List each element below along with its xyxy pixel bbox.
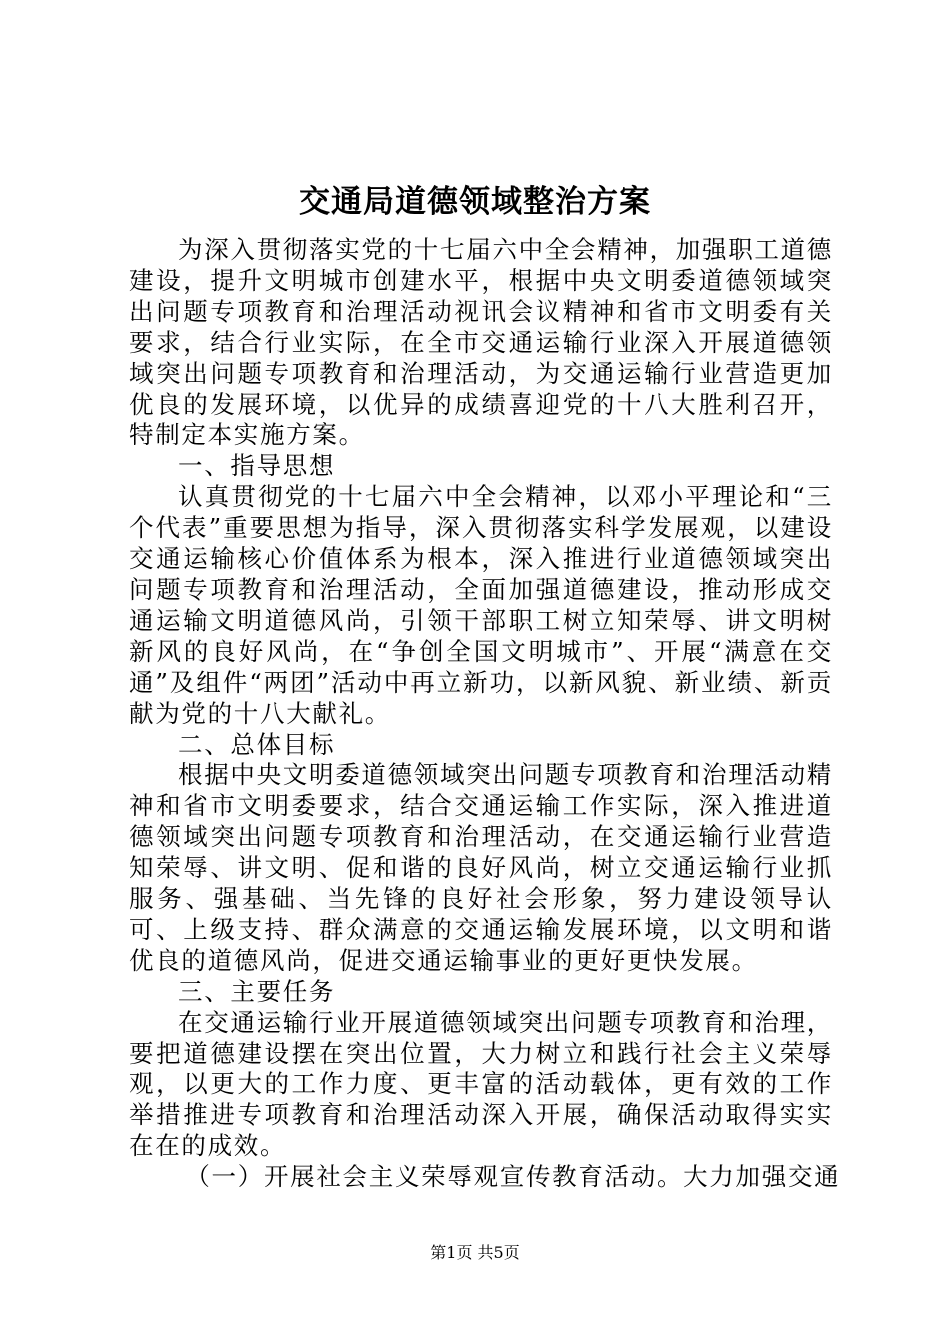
document-body — [129, 235, 841, 1193]
section-text-main-tasks: 在交通运输行业开展道德领域突出问题专项教育和治理，要把道德建设摆在突出位置，大力树立和践行社会主义荣辱观，以更大的工作力度、更丰富的活动载体，更有效的工作举措推进专项教育和治理活动深入开展，确保活动取得实实在在的成效。 — [129, 1007, 833, 1161]
page-footer: 第1页 共5页 — [430, 1243, 520, 1262]
section-heading-overall-goal: 二、总体目标 — [178, 729, 336, 759]
task-item-1: （一）开展社会主义荣辱观宣传教育活动。大力加强交通 — [185, 1162, 841, 1192]
document-title: 交通局道德领域整治方案 — [299, 184, 651, 220]
section-heading-guiding-ideology: 一、指导思想 — [178, 451, 336, 481]
intro-paragraph: 为深入贯彻落实党的十七届六中全会精神，加强职工道德建设，提升文明城市创建水平，根据中央文明委道德领域突出问题专项教育和治理活动视讯会议精神和省市文明委有关要求，结合行业实际，在全市交通运输行业深入开展道德领域突出问题专项教育和治理活动，为交通运输行业营造更加优良的发展环境，以优异的成绩喜迎党的十八大胜利召开，特制定本实施方案。 — [129, 235, 833, 450]
section-heading-main-tasks: 三、主要任务 — [178, 976, 336, 1006]
section-text-guiding-ideology: 认真贯彻党的十七届六中全会精神，以邓小平理论和“三个代表”重要思想为指导，深入贯彻落实科学发展观，以建设交通运输核心价值体系为根本，深入推进行业道德领域突出问题专项教育和治理活动，全面加强道德建设，推动形成交通运输文明道德风尚，引领干部职工树立知荣辱、讲文明树新风的良好风尚，在“争创全国文明城市”、开展“满意在交通”及组件“两团”活动中再立新功，以新风貌、新业绩、新贡献为党的十八大献礼。 — [129, 482, 833, 728]
section-text-overall-goal: 根据中央文明委道德领域突出问题专项教育和治理活动精神和省市文明委要求，结合交通运输工作实际，深入推进道德领域突出问题专项教育和治理活动，在交通运输行业营造知荣辱、讲文明、促和谐的良好风尚，树立交通运输行业抓服务、强基础、当先锋的良好社会形象，努力建设领导认可、上级支持、群众满意的交通运输发展环境，以文明和谐优良的道德风尚，促进交通运输事业的更好更快发展。 — [129, 760, 833, 975]
